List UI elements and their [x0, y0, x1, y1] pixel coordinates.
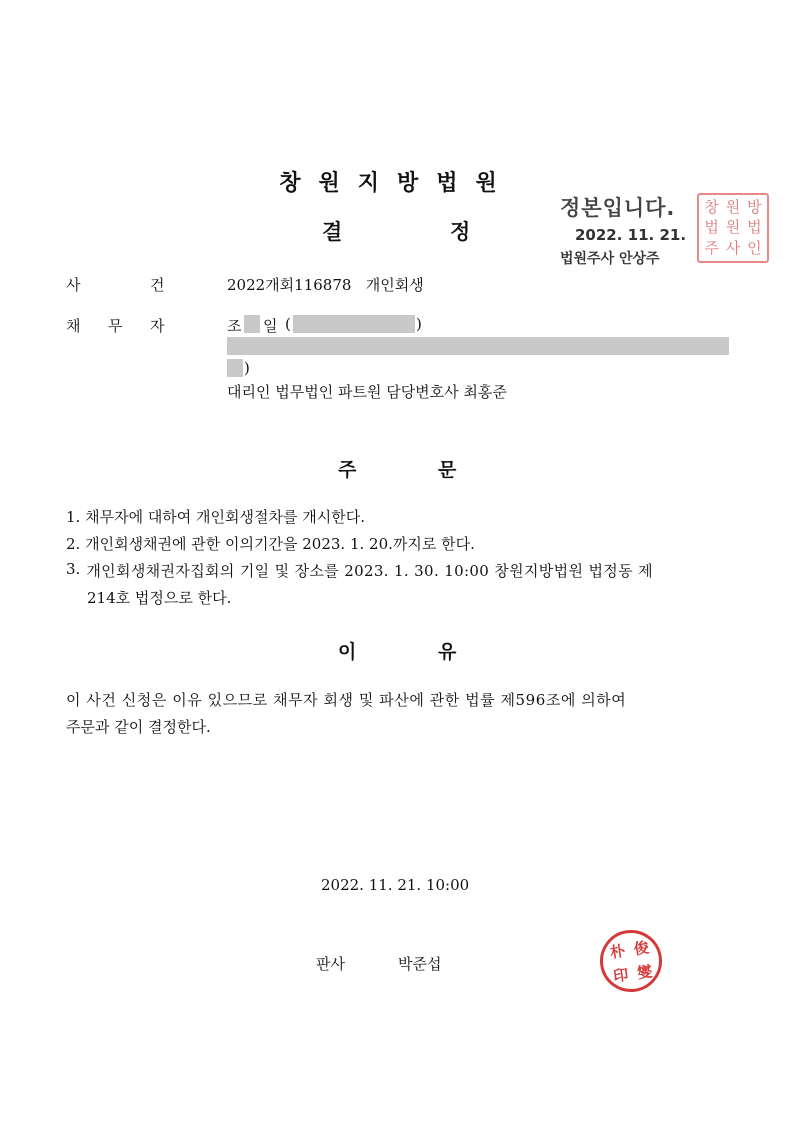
certification-date: 2022. 11. 21.: [575, 226, 687, 244]
seal-char: 燮: [635, 961, 654, 982]
doc-type-char-2: 정: [450, 220, 471, 244]
case-number: 2022개회116878: [227, 276, 352, 294]
reason-heading-2: 유: [438, 641, 457, 663]
debtor-name-last: 일: [263, 317, 278, 335]
order-item: [66, 533, 475, 554]
order-item-num: 2.: [66, 535, 81, 553]
judge-seal-icon: [596, 926, 666, 996]
order-item: [66, 560, 731, 581]
court-name: 창원지방법원: [279, 171, 515, 196]
order-item-num: 1.: [66, 508, 81, 526]
court-seal-icon: [697, 193, 769, 263]
seal-char: 朴: [608, 941, 627, 962]
redaction-box: [244, 315, 260, 333]
order-item: [66, 506, 365, 527]
order-item-num: 3.: [66, 560, 81, 578]
case-label-2: 건: [150, 276, 165, 294]
order-heading-1: 주: [338, 459, 357, 481]
judge-name: 박준섭: [398, 955, 442, 973]
order-item-text: 채무자에 대하여 개인회생절차를 개시한다.: [85, 508, 365, 526]
debtor-agent: 대리인 법무법인 파트원 담당변호사 최홍준: [227, 383, 507, 401]
case-info: [227, 274, 424, 295]
seal-char: 주: [704, 239, 719, 258]
paren-open: (: [285, 315, 291, 333]
seal-char: 창: [704, 197, 719, 216]
debtor-label-1: 채: [66, 317, 81, 335]
reason-heading-1: 이: [338, 641, 357, 663]
redaction-box: [293, 315, 415, 333]
judge-title: 판사: [316, 955, 345, 973]
seal-char: 방: [747, 197, 762, 216]
seal-char: 원: [725, 197, 741, 216]
order-item-text: 개인회생채권에 관한 이의기간을 2023. 1. 20.까지로 한다.: [85, 535, 475, 553]
seal-char: 원: [725, 218, 741, 237]
seal-char: 俊: [632, 937, 650, 958]
case-label-1: 사: [66, 276, 81, 294]
debtor-label-3: 자: [150, 317, 165, 335]
seal-char: 인: [747, 239, 762, 258]
redaction-box: [227, 359, 243, 377]
debtor-name-first: 조: [227, 317, 242, 335]
paren-close: ): [244, 359, 250, 377]
reason-text-line-1: 이 사건 신청은 이유 있으므로 채무자 회생 및 파산에 관한 법률 제596조에 의하여: [66, 691, 627, 709]
certification-clerk: 법원주사 안상주: [560, 251, 660, 267]
paren-close: ): [416, 315, 422, 333]
decision-date: 2022. 11. 21. 10:00: [321, 876, 470, 894]
reason-text-line-2: 주문과 같이 결정한다.: [66, 718, 211, 736]
certified-copy-stamp: 정본입니다.: [560, 196, 676, 220]
seal-char: 법: [704, 218, 719, 237]
debtor-label-2: 무: [108, 317, 123, 335]
redaction-box: [227, 337, 729, 355]
doc-type-char-1: 결: [322, 220, 343, 244]
order-item-text: 개인회생채권자집회의 기일 및 장소를 2023. 1. 30. 10:00 창원지방법원 법정동 제: [86, 562, 653, 580]
order-item-continuation: 214호 법정으로 한다.: [87, 589, 232, 607]
seal-char: 법: [747, 218, 762, 237]
seal-char: 사: [725, 239, 741, 258]
seal-char: 印: [612, 965, 630, 986]
case-type: 개인회생: [365, 276, 424, 294]
order-heading-2: 문: [438, 459, 457, 481]
